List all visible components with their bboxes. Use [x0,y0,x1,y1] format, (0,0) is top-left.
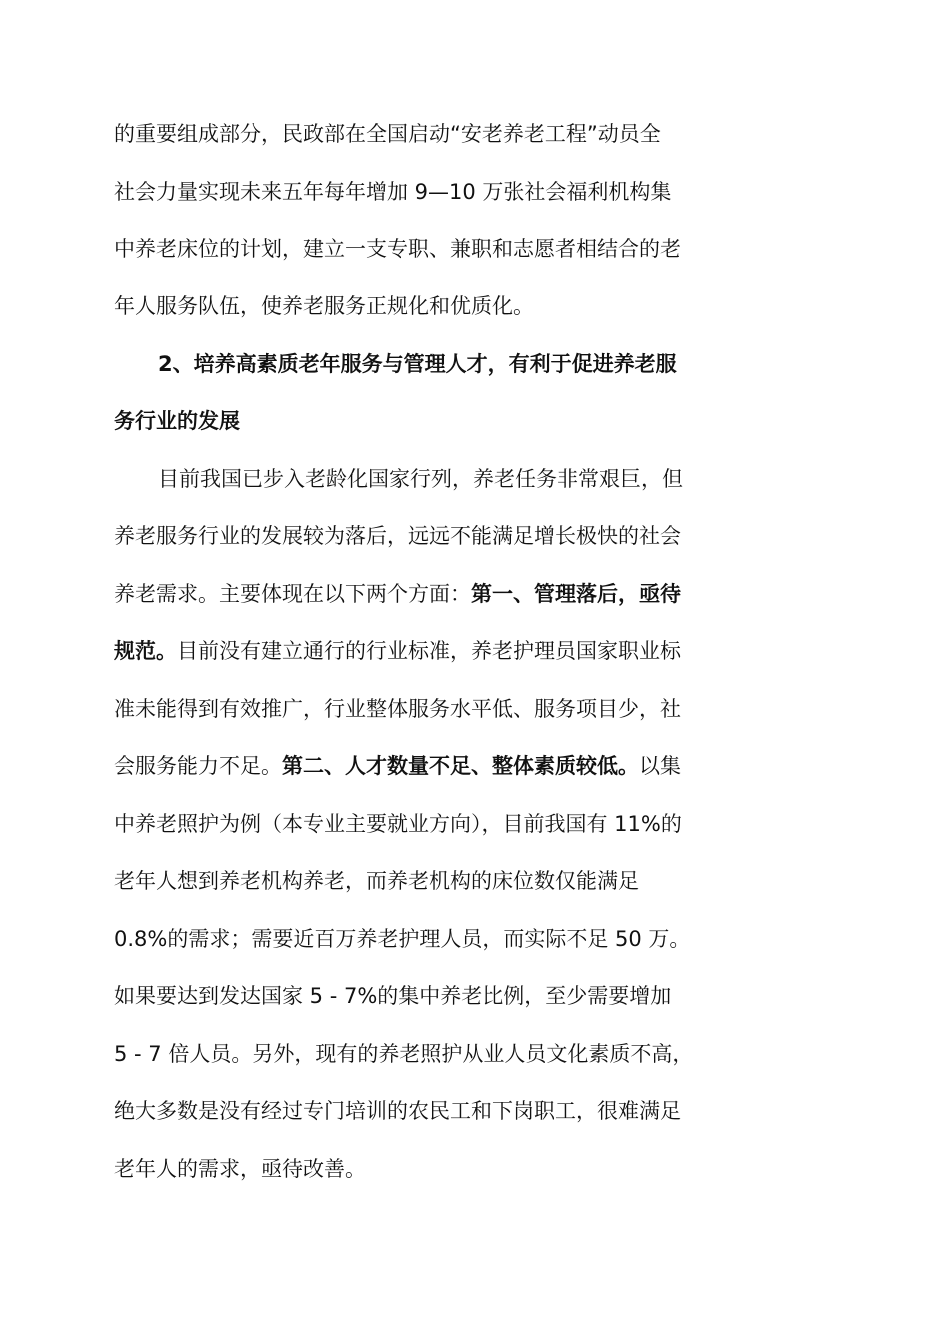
section-heading-line-1: 2、培养高素质老年服务与管理人才，有利于促进养老服 [158,352,677,376]
paragraph-2-line-4-text: 目前没有建立通行的行业标准，养老护理员国家职业标 [177,639,681,663]
paragraph-2-line-11: 5 - 7 倍人员。另外，现有的养老照护从业人员文化素质不高， [114,1042,694,1066]
paragraph-2-line-3 [114,579,714,609]
section-heading-line-2: 务行业的发展 [114,409,240,433]
paragraph-1-line-1: 的重要组成部分，民政部在全国启动“安老养老工程”动员全 [114,122,661,146]
paragraph-2-line-6-bold: 第二、人才数量不足、整体素质较低。 [282,754,639,778]
paragraph-1-line-3: 中养老床位的计划，建立一支专职、兼职和志愿者相结合的老 [114,237,681,261]
paragraph-2-line-3-text: 养老需求。主要体现在以下两个方面： [114,582,471,606]
paragraph-2-line-7: 中养老照护为例（本专业主要就业方向），目前我国有 11%的 [114,812,682,836]
paragraph-2-line-1: 目前我国已步入老龄化国家行列，养老任务非常艰巨，但 [158,467,683,491]
paragraph-2-line-6-text-b: 以集 [639,754,681,778]
paragraph-2-line-8: 老年人想到养老机构养老，而养老机构的床位数仅能满足 [114,869,639,893]
paragraph-2-line-3-bold: 第一、管理落后，亟待 [471,582,681,606]
paragraph-2-line-5: 准未能得到有效推广，行业整体服务水平低、服务项目少，社 [114,697,681,721]
paragraph-2-line-6-text-a: 会服务能力不足。 [114,754,282,778]
paragraph-2-line-10: 如果要达到发达国家 5 - 7%的集中养老比例，至少需要增加 [114,984,672,1008]
paragraph-1-line-4: 年人服务队伍，使养老服务正规化和优质化。 [114,294,534,318]
paragraph-2-line-9: 0.8%的需求；需要近百万养老护理人员，而实际不足 50 万。 [114,927,691,951]
paragraph-2-line-13: 老年人的需求，亟待改善。 [114,1157,366,1181]
paragraph-2-line-4 [114,636,714,666]
paragraph-2-line-12: 绝大多数是没有经过专门培训的农民工和下岗职工，很难满足 [114,1099,681,1123]
paragraph-2-line-2: 养老服务行业的发展较为落后，远远不能满足增长极快的社会 [114,524,681,548]
paragraph-1-line-2: 社会力量实现未来五年每年增加 9—10 万张社会福利机构集 [114,180,672,204]
paragraph-2-line-6 [114,751,714,781]
paragraph-2-line-4-bold: 规范。 [114,639,177,663]
